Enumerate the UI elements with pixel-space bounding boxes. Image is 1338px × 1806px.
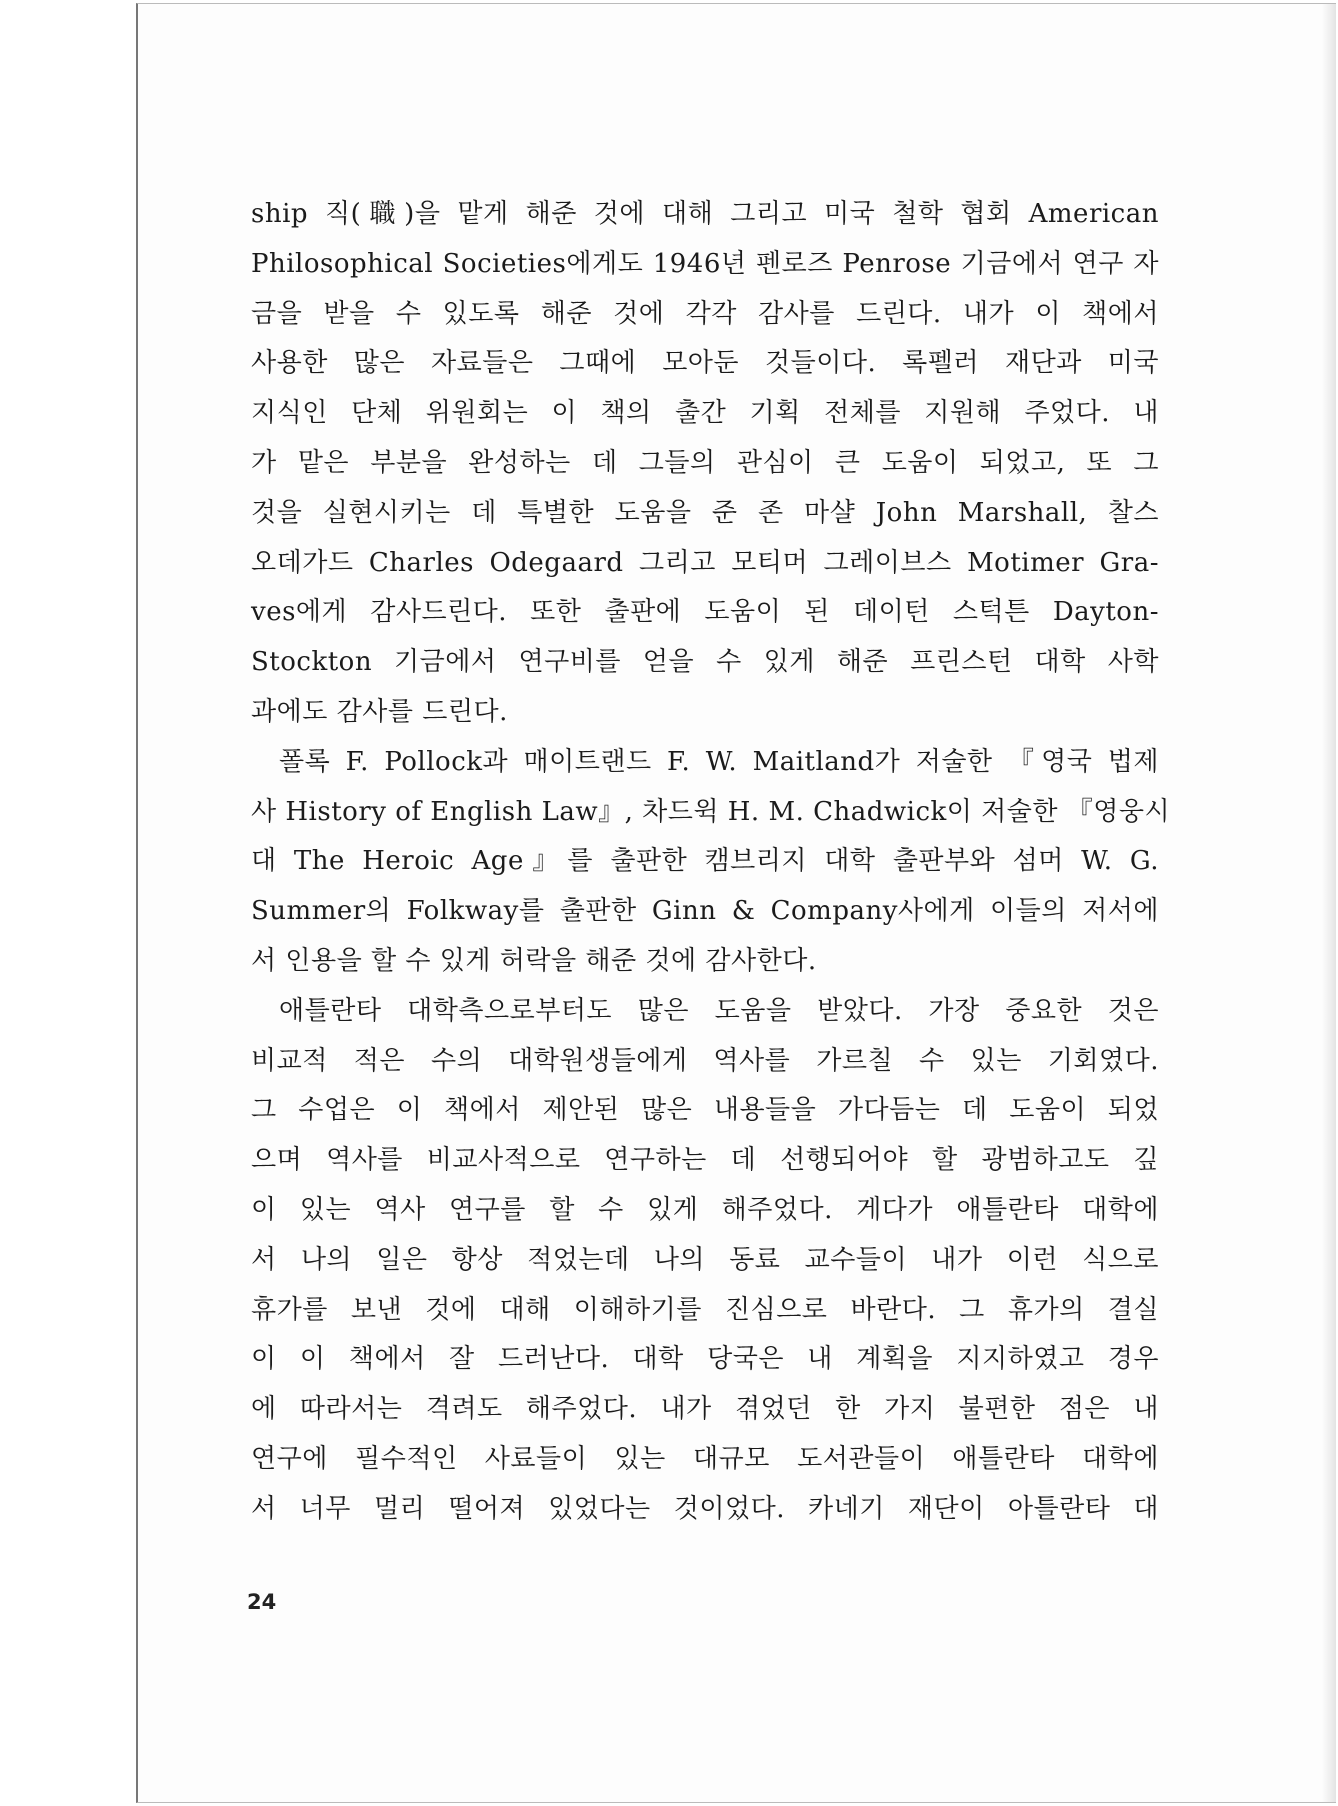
- text-line: 지식인 단체 위원회는 이 책의 출간 기획 전체를 지원해 주었다. 내: [251, 398, 1159, 429]
- text-line: 대 The Heroic Age』를 출판한 캠브리지 대학 출판부와 섬머 W. G.: [251, 846, 1159, 877]
- text-line: ves에게 감사드린다. 또한 출판에 도움이 된 데이턴 스턱튼 Dayton-: [251, 597, 1159, 628]
- text-line: 이 있는 역사 연구를 할 수 있게 해주었다. 게다가 애틀란타 대학에: [251, 1194, 1159, 1225]
- text-line: 폴록 F. Pollock과 매이트랜드 F. W. Maitland가 저술한 『영국 법제: [279, 746, 1159, 777]
- text-line: 서 인용을 할 수 있게 허락을 해준 것에 감사한다.: [251, 945, 817, 976]
- text-line: 오데가드 Charles Odegaard 그리고 모티머 그레이브스 Motimer Gra-: [251, 547, 1159, 578]
- text-line: 으며 역사를 비교사적으로 연구하는 데 선행되어야 할 광범하고도 깊: [251, 1145, 1159, 1176]
- text-line: 가 맡은 부분을 완성하는 데 그들의 관심이 큰 도움이 되었고, 또 그: [251, 447, 1159, 478]
- text-line: 서 너무 멀리 떨어져 있었다는 것이었다. 카네기 재단이 아틀란타 대: [251, 1493, 1159, 1524]
- text-line: Philosophical Societies에게도 1946년 펜로즈 Penrose 기금에서 연구 자: [251, 248, 1159, 279]
- text-line: 금을 받을 수 있도록 해준 것에 각각 감사를 드린다. 내가 이 책에서: [251, 298, 1159, 329]
- text-line: 비교적 적은 수의 대학원생들에게 역사를 가르칠 수 있는 기회였다.: [251, 1045, 1159, 1076]
- page-edge-shadow: [1322, 4, 1336, 1802]
- text-line: 과에도 감사를 드린다.: [251, 696, 508, 727]
- text-line: Stockton 기금에서 연구비를 얻을 수 있게 해준 프린스턴 대학 사학: [251, 647, 1159, 678]
- text-line: 이 이 책에서 잘 드러난다. 대학 당국은 내 계획을 지지하였고 경우: [251, 1344, 1159, 1375]
- text-line: 휴가를 보낸 것에 대해 이해하기를 진심으로 바란다. 그 휴가의 결실: [251, 1294, 1159, 1325]
- text-line: 에 따라서는 격려도 해주었다. 내가 겪었던 한 가지 불편한 점은 내: [251, 1394, 1159, 1425]
- body-text: [251, 190, 1171, 1535]
- text-line: 연구에 필수적인 사료들이 있는 대규모 도서관들이 애틀란타 대학에: [251, 1443, 1159, 1474]
- text-line: 서 나의 일은 항상 적었는데 나의 동료 교수들이 내가 이런 식으로: [251, 1244, 1159, 1275]
- text-line: 것을 실현시키는 데 특별한 도움을 준 존 마샬 John Marshall, 찰스: [251, 497, 1159, 528]
- text-line: 사용한 많은 자료들은 그때에 모아둔 것들이다. 록펠러 재단과 미국: [251, 348, 1159, 379]
- text-line: ship 직(職)을 맡게 해준 것에 대해 그리고 미국 철학 협회 American: [251, 199, 1159, 229]
- page-number: 24: [247, 1590, 277, 1614]
- text-line: 그 수업은 이 책에서 제안된 많은 내용들을 가다듬는 데 도움이 되었: [251, 1095, 1159, 1126]
- text-line: 애틀란타 대학측으로부터도 많은 도움을 받았다. 가장 중요한 것은: [279, 995, 1159, 1026]
- text-line: 사 History of English Law』, 차드윅 H. M. Chadwick이 저술한 『영웅시: [251, 796, 1171, 827]
- text-line: Summer의 Folkway를 출판한 Ginn & Company사에게 이들의 저서에: [251, 896, 1159, 927]
